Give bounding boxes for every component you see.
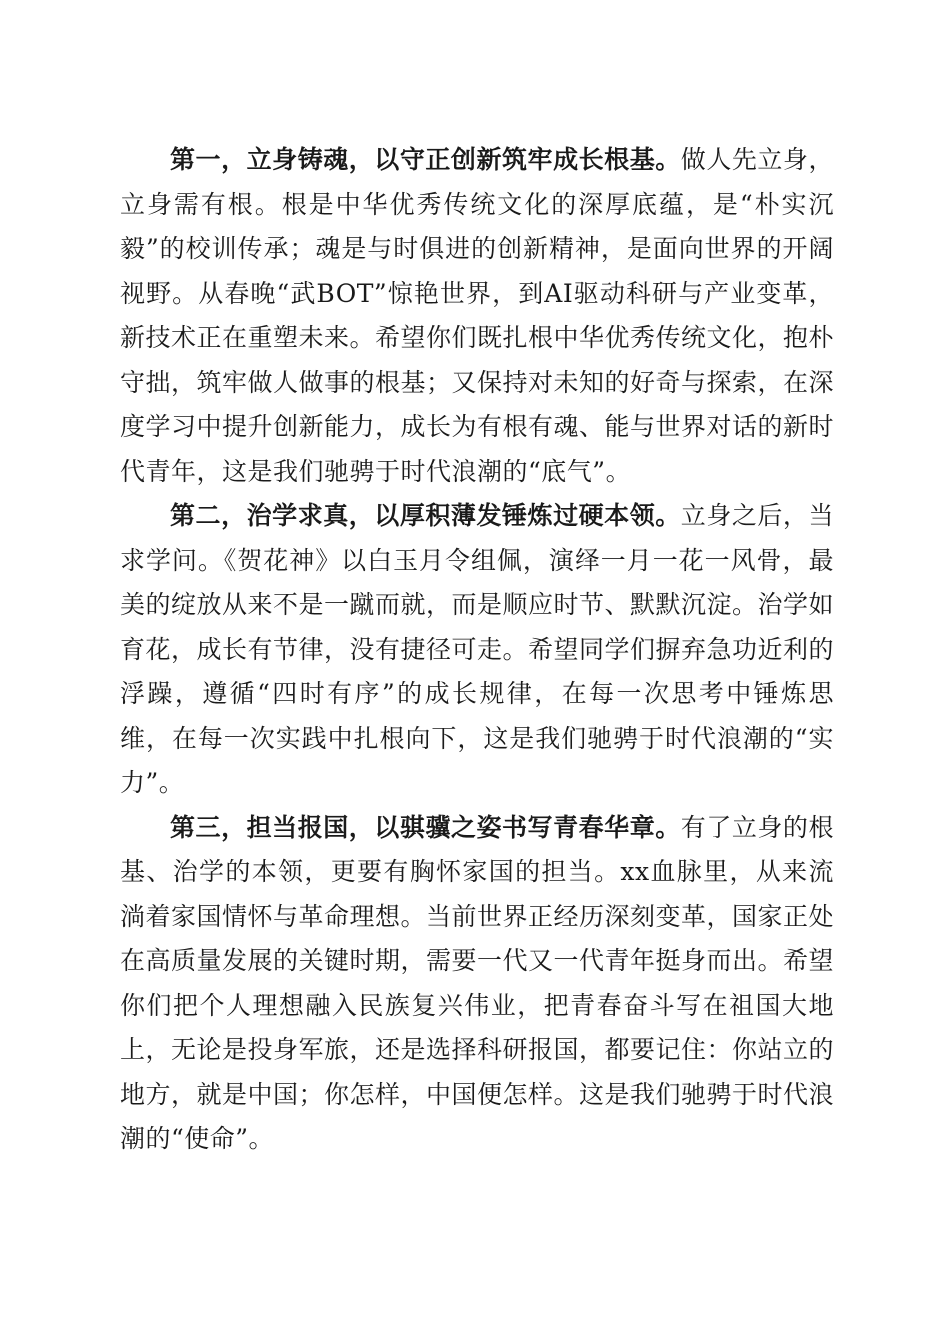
paragraph-1 [120, 138, 834, 494]
paragraph-2-text: 立身之后，当求学问。《贺花神》以白玉月令组佩，演绎一月一花一风骨，最美的绽放从来不是一蹴而就，而是顺应时节、默默沉淀。治学如育花，成长有节律，没有捷径可走。希望同学们摒弃急功近利的浮躁，遵循“四时有序”的成长规律，在每一次思考中锤炼思维，在每一次实践中扎根向下，这是我们驰骋于时代浪潮的“实力”。 [120, 501, 835, 797]
paragraph-2-heading: 第二，治学求真，以厚积薄发锤炼过硬本领。 [170, 501, 681, 530]
paragraph-3-heading: 第三，担当报国，以骐骥之姿书写青春华章。 [170, 812, 681, 842]
paragraph-3-text: 有了立身的根基、治学的本领，更要有胸怀家国的担当。xx血脉里，从来流淌着家国情怀与革命理想。当前世界正经历深刻变革，国家正处在高质量发展的关键时期，需要一代又一代青年挺身而出。希望你们把个人理想融入民族复兴伟业，把青春奋斗写在祖国大地上，无论是投身军旅，还是选择科研报国，都要记住：你站立的地方，就是中国；你怎样，中国便怎样。这是我们驰骋于时代浪潮的“使命”。 [120, 812, 835, 1153]
paragraph-3 [120, 806, 834, 1162]
paragraph-1-heading: 第一，立身铸魂，以守正创新筑牢成长根基。 [170, 145, 681, 174]
document-body [120, 138, 834, 1162]
paragraph-2 [120, 494, 834, 806]
paragraph-1-text: 做人先立身，立身需有根。根是中华优秀传统文化的深厚底蕴，是“朴实沉毅”的校训传承；魂是与时俱进的创新精神，是面向世界的开阔视野。从春晚“武BOT”惊艳世界，到AI驱动科研与产业变革，新技术正在重塑未来。希望你们既扎根中华优秀传统文化，抱朴守拙，筑牢做人做事的根基；又保持对未知的好奇与探索，在深度学习中提升创新能力，成长为有根有魂、能与世界对话的新时代青年，这是我们驰骋于时代浪潮的“底气”。 [120, 145, 835, 486]
